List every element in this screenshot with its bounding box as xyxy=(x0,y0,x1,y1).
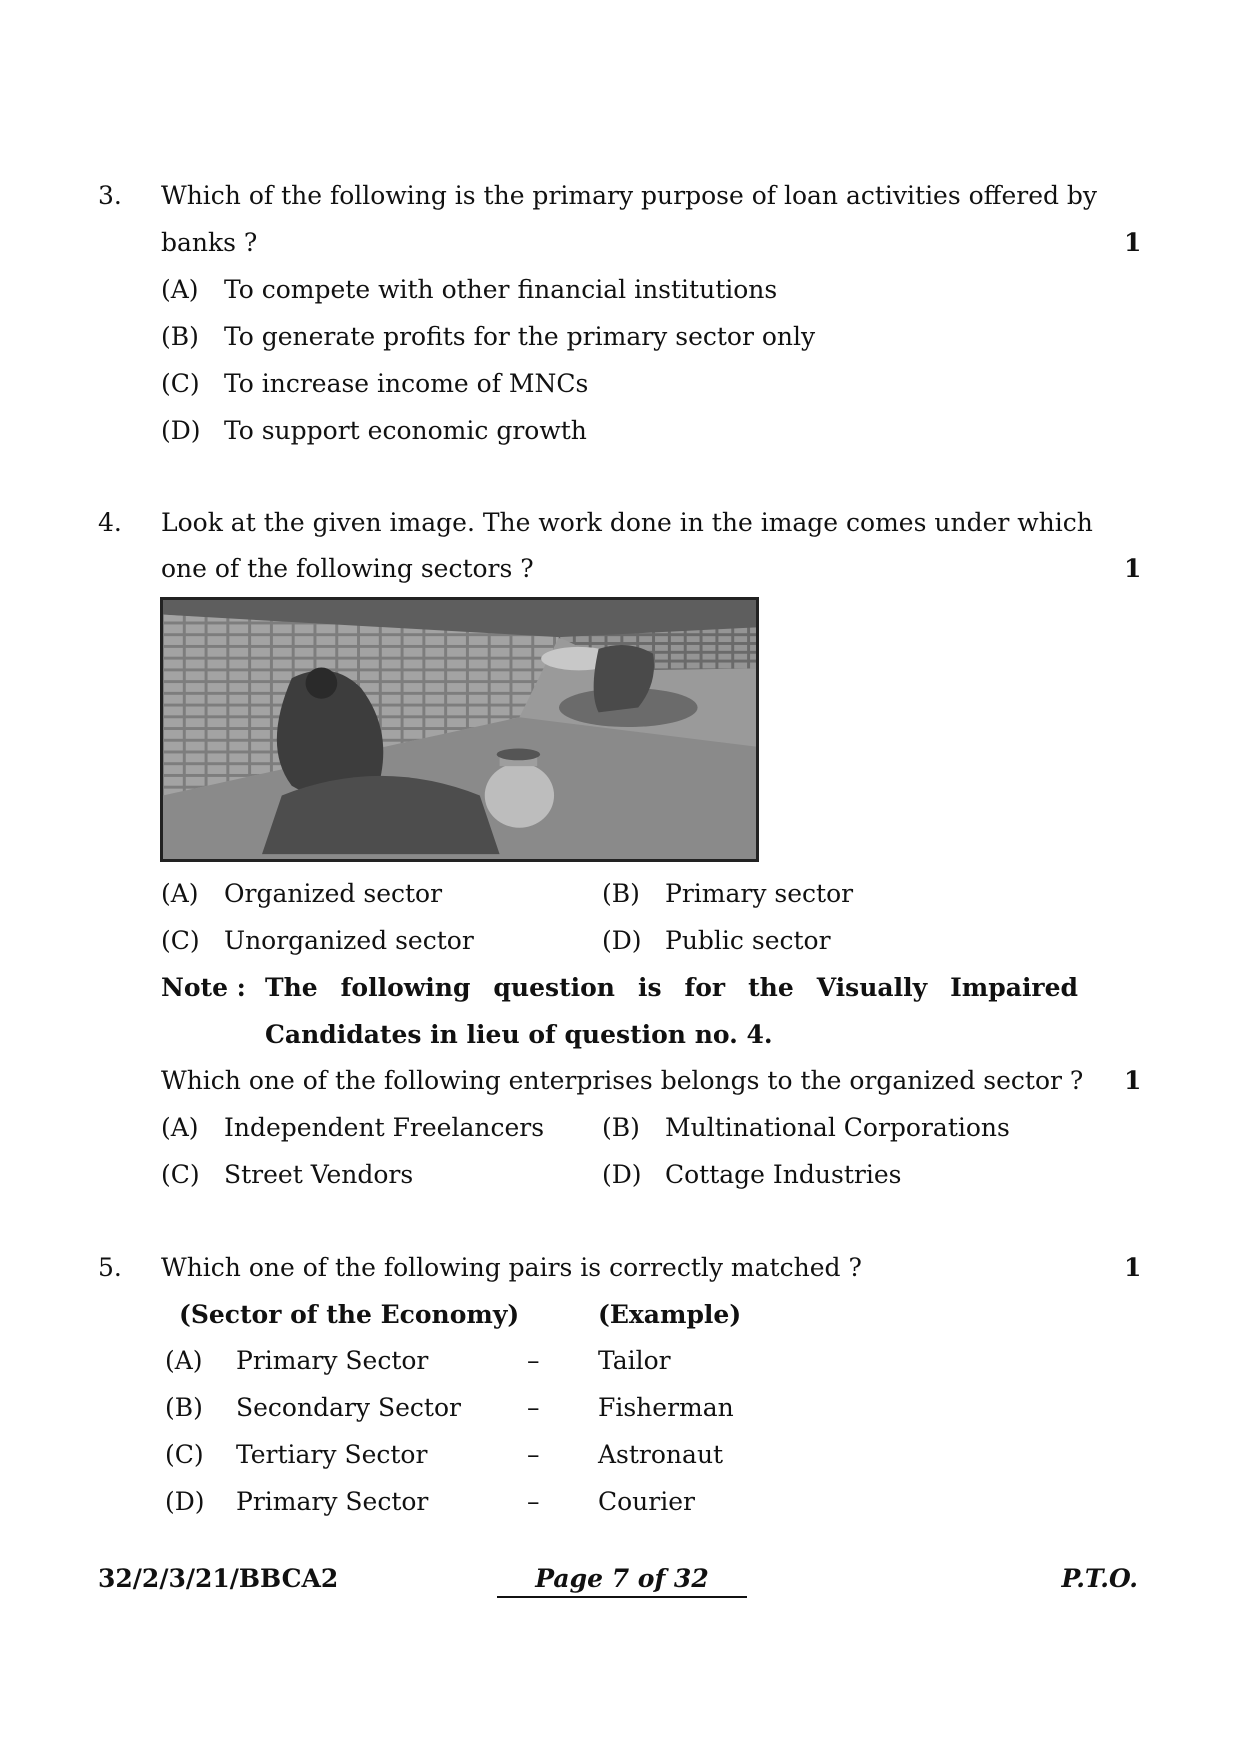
q5-row-b-dash: – xyxy=(527,1393,540,1422)
q4-option-a-label: (A) xyxy=(161,879,199,908)
q5-row-b-sector: Secondary Sector xyxy=(236,1393,461,1422)
question-4-text-line2: one of the following sectors ? xyxy=(161,554,534,583)
q4-option-c-label: (C) xyxy=(161,926,200,955)
alt-option-a-label: (A) xyxy=(161,1113,199,1142)
q5-row-d-example: Courier xyxy=(598,1487,695,1516)
footer-page-number: Page 7 of 32 xyxy=(535,1564,709,1593)
q5-row-b-label: (B) xyxy=(165,1393,203,1422)
alt-option-b-text: Multinational Corporations xyxy=(665,1113,1010,1142)
alt-option-b-label: (B) xyxy=(602,1113,640,1142)
q3-option-b-label: (B) xyxy=(161,322,199,351)
q5-row-c-label: (C) xyxy=(165,1440,204,1469)
q4-option-b-label: (B) xyxy=(602,879,640,908)
brick-making-photo xyxy=(160,597,759,862)
q5-row-d-label: (D) xyxy=(165,1487,205,1516)
q5-row-a-dash: – xyxy=(527,1346,540,1375)
q4-option-c-text: Unorganized sector xyxy=(224,926,474,955)
q5-row-c-example: Astronaut xyxy=(598,1440,724,1469)
q5-row-d-sector: Primary Sector xyxy=(236,1487,429,1516)
question-3-text-line2: banks ? xyxy=(161,228,258,257)
footer-underline xyxy=(497,1596,747,1598)
q5-row-c-sector: Tertiary Sector xyxy=(236,1440,428,1469)
q4-option-a-text: Organized sector xyxy=(224,879,443,908)
q5-row-d-dash: – xyxy=(527,1487,540,1516)
q5-row-c-dash: – xyxy=(527,1440,540,1469)
alt-option-a-text: Independent Freelancers xyxy=(224,1113,545,1142)
footer-pto: P.T.O. xyxy=(1061,1564,1138,1593)
q3-option-a-label: (A) xyxy=(161,275,199,304)
question-3-marks: 1 xyxy=(1124,228,1142,257)
q4-option-d-text: Public sector xyxy=(665,926,831,955)
alt-question-text: Which one of the following enterprises belongs to the organized sector ? xyxy=(161,1066,1084,1095)
note-line2: Candidates in lieu of question no. 4. xyxy=(265,1020,773,1049)
question-4-text-line1: Look at the given image. The work done in the image comes under which xyxy=(161,508,1093,537)
question-4-marks: 1 xyxy=(1124,554,1142,583)
q5-row-a-label: (A) xyxy=(165,1346,203,1375)
note-label: Note : xyxy=(161,973,246,1002)
q4-option-b-text: Primary sector xyxy=(665,879,854,908)
q5-row-b-example: Fisherman xyxy=(598,1393,734,1422)
q3-option-a-text: To compete with other financial institutions xyxy=(224,275,778,304)
alt-option-d-label: (D) xyxy=(602,1160,642,1189)
question-5-marks: 1 xyxy=(1124,1253,1142,1282)
question-3-number: 3. xyxy=(98,181,122,210)
q3-option-d-label: (D) xyxy=(161,416,201,445)
table-header-sector: (Sector of the Economy) xyxy=(179,1300,520,1329)
question-3-text-line1: Which of the following is the primary purpose of loan activities offered by xyxy=(161,181,1098,210)
table-header-example: (Example) xyxy=(598,1300,742,1329)
q5-row-a-sector: Primary Sector xyxy=(236,1346,429,1375)
alt-question-marks: 1 xyxy=(1124,1066,1142,1095)
alt-option-c-label: (C) xyxy=(161,1160,200,1189)
footer-code: 32/2/3/21/BBCA2 xyxy=(98,1564,339,1593)
q4-option-d-label: (D) xyxy=(602,926,642,955)
alt-option-c-text: Street Vendors xyxy=(224,1160,414,1189)
q5-row-a-example: Tailor xyxy=(598,1346,671,1375)
brick-making-illustration xyxy=(163,600,756,859)
note-line1: The following question is for the Visually Impaired xyxy=(265,973,1078,1002)
question-5-number: 5. xyxy=(98,1253,122,1282)
question-5-text: Which one of the following pairs is correctly matched ? xyxy=(161,1253,862,1282)
question-4-number: 4. xyxy=(98,508,122,537)
q3-option-b-text: To generate profits for the primary sector only xyxy=(224,322,816,351)
alt-option-d-text: Cottage Industries xyxy=(665,1160,902,1189)
q3-option-c-text: To increase income of MNCs xyxy=(224,369,589,398)
q3-option-d-text: To support economic growth xyxy=(224,416,587,445)
q3-option-c-label: (C) xyxy=(161,369,200,398)
